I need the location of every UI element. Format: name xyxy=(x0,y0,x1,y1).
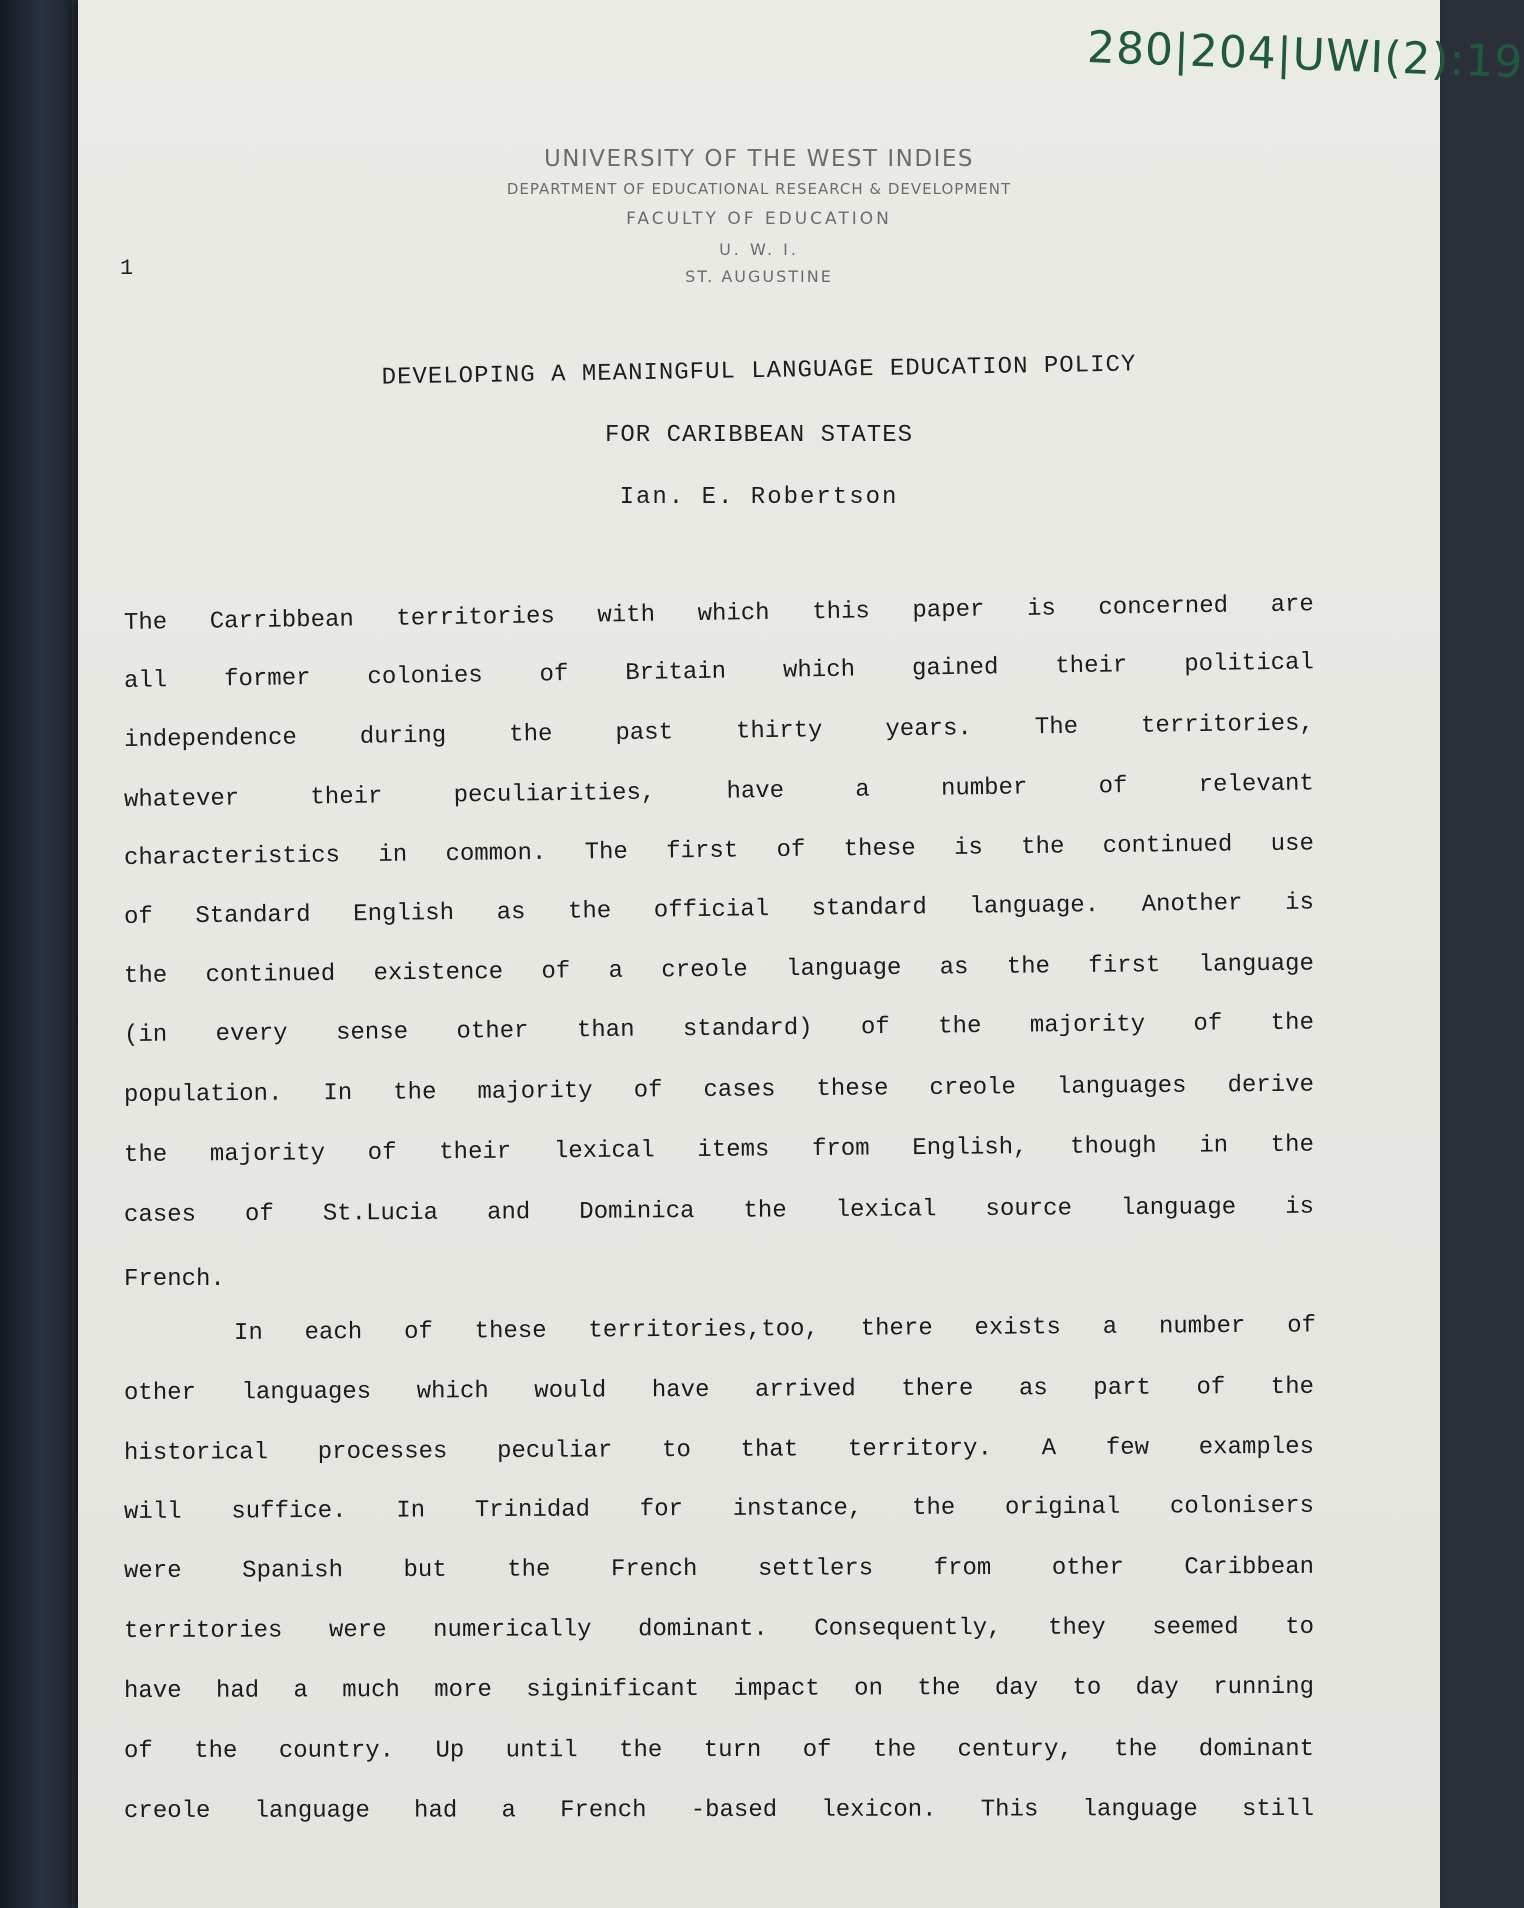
body-line: cases of St.Lucia and Dominica the lexical source language is xyxy=(123,1193,1315,1229)
body-line: French. xyxy=(124,1266,225,1293)
body-line: characteristics in common. The first of these is the continued use xyxy=(123,830,1315,872)
body-line: of Standard English as the official standard language. Another is xyxy=(123,889,1315,931)
body-line: whatever their peculiarities, have a number of relevant xyxy=(123,770,1315,814)
body-line: will suffice. In Trinidad for instance, the original colonisers xyxy=(123,1492,1315,1526)
stamp-faculty: FACULTY OF EDUCATION xyxy=(626,209,892,229)
body-line: all former colonies of Britain which gained their political xyxy=(123,649,1315,695)
body-line: independence during the past thirty years. The territories, xyxy=(123,710,1315,754)
body-line: In each of these territories,too, there exists a number of xyxy=(233,1312,1317,1347)
body-line: of the country. Up until the turn of the century, the dominant xyxy=(123,1735,1315,1765)
stamp-university: UNIVERSITY OF THE WEST INDIES xyxy=(543,146,975,172)
page-number: 1 xyxy=(120,256,134,281)
paper-title-line-1: DEVELOPING A MEANINGFUL LANGUAGE EDUCATION POLICY xyxy=(381,351,1137,392)
body-line: the majority of their lexical items from English, though in the xyxy=(123,1131,1315,1169)
handwritten-catalog-note: 280|204|UWI(2):19 xyxy=(1086,22,1524,89)
paper-author: Ian. E. Robertson xyxy=(619,484,899,511)
body-line: have had a much more siginificant impact on the day to day running xyxy=(123,1673,1315,1705)
stamp-campus: ST. AUGUSTINE xyxy=(685,267,833,286)
body-line: territories were numerically dominant. Consequently, they seemed to xyxy=(123,1613,1315,1645)
body-line: population. In the majority of cases these creole languages derive xyxy=(123,1071,1315,1109)
paper-title-line-2: FOR CARIBBEAN STATES xyxy=(604,422,914,449)
body-line: were Spanish but the French settlers from other Caribbean xyxy=(123,1553,1315,1585)
body-line: The Carribbean territories with which this paper is concerned are xyxy=(123,591,1315,637)
body-line: the continued existence of a creole language as the first language xyxy=(123,950,1315,990)
document-page xyxy=(78,0,1524,1908)
body-line: other languages which would have arrived there as part of the xyxy=(123,1373,1315,1407)
body-line: historical processes peculiar to that territory. A few examples xyxy=(123,1433,1315,1467)
body-line: creole language had a French -based lexicon. This language still xyxy=(123,1795,1315,1825)
body-line: (in every sense other than standard) of the majority of the xyxy=(123,1009,1315,1049)
stamp-uwi: U. W. I. xyxy=(719,240,799,259)
stamp-department: DEPARTMENT OF EDUCATIONAL RESEARCH & DEVELOPMENT xyxy=(506,180,1012,198)
